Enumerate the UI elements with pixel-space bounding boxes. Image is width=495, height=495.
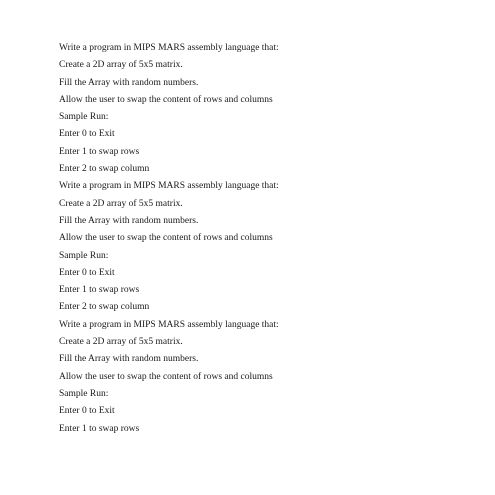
text-line: Write a program in MIPS MARS assembly language that: [59,43,279,53]
text-line: Create a 2D array of 5x5 matrix. [59,198,183,209]
document-text [59,40,279,438]
text-line: Create a 2D array of 5x5 matrix. [59,337,183,348]
text-line: Enter 1 to swap rows [59,423,140,434]
text-line: Sample Run: [59,388,109,399]
text-line: Allow the user to swap the content of rows and columns [59,233,273,244]
text-line: Fill the Array with random numbers. [59,215,199,226]
text-line: Enter 0 to Exit [59,129,115,140]
text-line: Enter 2 to swap column [59,164,150,175]
text-line: Enter 0 to Exit [59,406,115,417]
text-line: Enter 1 to swap rows [59,146,140,157]
text-line: Sample Run: [59,112,109,123]
text-line: Fill the Array with random numbers. [59,354,199,365]
text-line: Create a 2D array of 5x5 matrix. [59,60,183,71]
text-line: Allow the user to swap the content of rows and columns [59,94,273,105]
text-line: Enter 1 to swap rows [59,285,140,296]
text-line: Write a program in MIPS MARS assembly language that: [59,181,279,192]
text-line: Enter 2 to swap column [59,302,150,313]
text-line: Fill the Array with random numbers. [59,77,199,88]
text-line: Write a program in MIPS MARS assembly language that: [59,319,279,330]
text-line: Sample Run: [59,250,109,261]
text-line: Enter 0 to Exit [59,267,115,278]
text-line: Allow the user to swap the content of rows and columns [59,371,273,382]
